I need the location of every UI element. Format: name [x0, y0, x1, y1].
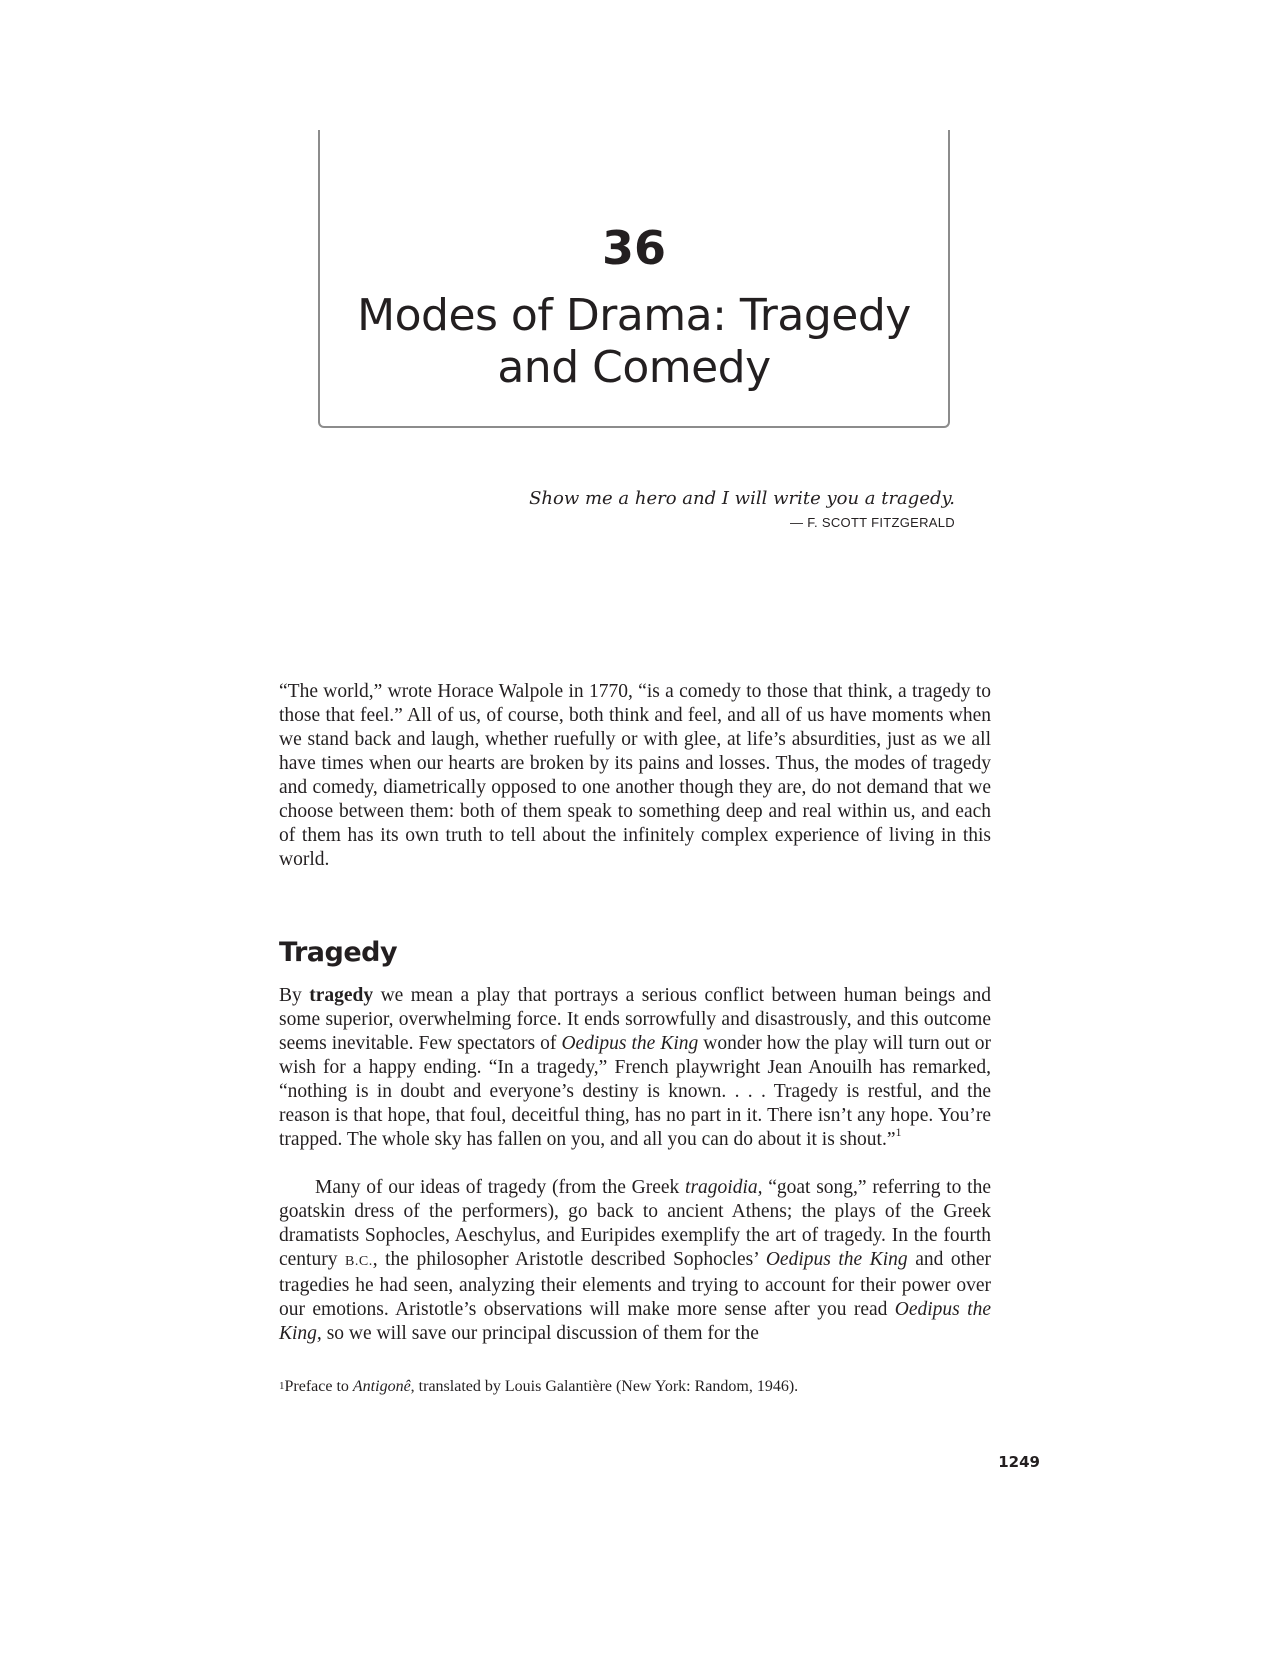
tragedy-paragraph-2 [279, 1176, 991, 1346]
era-abbreviation: B.C. [345, 1254, 373, 1269]
text-run: “goat song,” referring to the goatskin dress of the performers), go back to ancient Athens; the plays of the Greek dramatists Sophocles, Aeschylus, and Euripides exemplify the art of tragedy. In the fourth century [279, 1177, 991, 1270]
tragedy-paragraph-1 [279, 984, 991, 1152]
text-run: , the philosopher Aristotle described Sophocles’ [372, 1249, 766, 1270]
footnote [279, 1377, 991, 1397]
text-run: so we will save our principal discussion of them for the [321, 1323, 759, 1344]
footnote-reference: 1 [895, 1125, 902, 1139]
greek-term: tragoidia, [685, 1177, 763, 1198]
text-run: and other tragedies he had seen, analyzing their elements and trying to account for their power over our emotions. Aristotle’s observations will make more sense after you read [279, 1249, 991, 1320]
work-title: Oedipus the King [765, 1249, 908, 1270]
text-run: Preface to [284, 1378, 353, 1395]
chapter-title-line-2: and Comedy [497, 342, 771, 393]
epigraph-quote: Show me a hero and I will write you a tragedy. [529, 488, 955, 509]
chapter-title-line-1: Modes of Drama: Tragedy [357, 290, 911, 341]
intro-paragraph: “The world,” wrote Horace Walpole in 1770, “is a comedy to those that think, a tragedy to those that feel.” All of us, of course, both think and feel, and all of us have moments when we stand back and laugh, whether ruefully or with glee, at life’s absurdities, just as we all have times when our hearts are broken by its pains and losses. Thus, the modes of tragedy and comedy, diametrically opposed to one another though they are, do not demand that we choose between them: both of them speak to something deep and real within us, and each of them has its own truth to tell about the infinitely complex experience of living in this world. [279, 681, 991, 870]
work-title: Oedipus the King, [279, 1299, 991, 1344]
work-title: Antigonê [352, 1378, 411, 1395]
chapter-title [318, 290, 950, 394]
page-number: 1249 [998, 1453, 1040, 1471]
text-run: Many of our ideas of tragedy (from the Greek [315, 1177, 686, 1198]
text-run: wonder how the play will turn out or wish for a happy ending. “In a tragedy,” French playwright Jean Anouilh has remarked, “nothing is in doubt and everyone’s destiny is known. . . . Tragedy is restful, and the reason is that hope, that foul, deceitful thing, has no part in it. There isn’t any hope. You’re trapped. The whole sky has fallen on you, and all you can do about it is shout.” [279, 1033, 991, 1150]
epigraph-attribution: — F. SCOTT FITZGERALD [790, 515, 955, 530]
text-run: we mean a play that portrays a serious conflict between human beings and some superior, overwhelming force. It ends sorrowfully and disastrously, and this outcome seems inevitable. Few spectators of [279, 985, 991, 1054]
term-tragedy: tragedy [309, 985, 374, 1006]
footnote-mark: 1 [279, 1380, 285, 1392]
chapter-number: 36 [601, 221, 666, 275]
epigraph [500, 487, 955, 532]
text-run: By [279, 985, 310, 1006]
text-run: , translated by Louis Galantière (New York: Random, 1946). [410, 1378, 799, 1395]
work-title: Oedipus the King [561, 1033, 699, 1054]
section-heading-tragedy: Tragedy [279, 937, 398, 968]
